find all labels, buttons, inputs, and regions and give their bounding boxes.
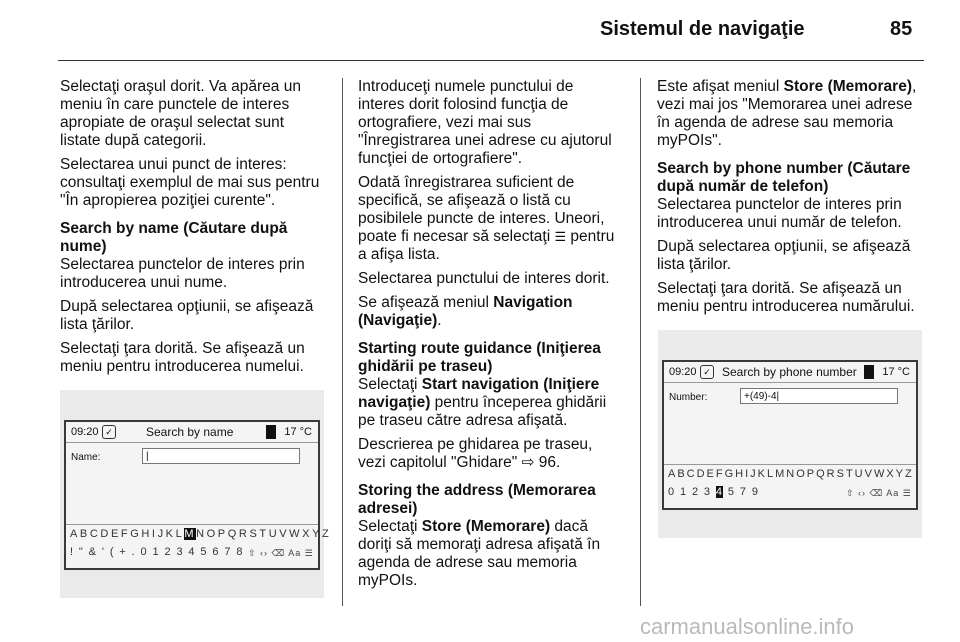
section-heading: Starting route guidance (Iniţierea ghidării pe traseu) — [358, 340, 601, 375]
section-heading: Storing the address (Memorarea adresei) — [358, 482, 596, 517]
keyboard-row-letters[interactable]: ABCDEFGHIJKLMNOPQRSTUVWXYZ — [668, 468, 914, 480]
clock: 09:20 — [71, 426, 99, 438]
section-heading: Search by name (Căutare după nume) — [60, 220, 288, 255]
screenshot-search-by-phone — [658, 330, 922, 538]
separator — [664, 464, 916, 465]
temperature: 17 °C — [284, 426, 312, 438]
display-title: Search by name — [146, 425, 234, 439]
display-screen — [662, 360, 918, 510]
menu-name: Navigation (Navigaţie) — [358, 294, 573, 329]
paragraph — [358, 174, 624, 264]
phone-number-input[interactable]: +(49)-4| — [740, 388, 898, 404]
keys[interactable]: 5 7 9 — [727, 486, 760, 498]
section-heading: Search by phone number (Căutare după număr de telefon) — [657, 160, 911, 195]
text: pentru a afişa lista. — [358, 228, 615, 263]
text: . — [437, 312, 442, 329]
text: Odată înregistrarea suficient de specifică, se afişează o listă cu posibilele puncte de interes. Uneori, poate fi necesar să selectaţi — [358, 174, 605, 245]
paragraph: Selectarea punctelor de interes prin introducerea unui nume. — [60, 256, 305, 291]
header-rule — [58, 60, 924, 61]
column-2 — [358, 78, 624, 596]
display-status-bar — [664, 362, 916, 383]
paragraph — [358, 518, 624, 590]
column-divider — [640, 78, 641, 606]
separator — [66, 524, 318, 525]
paragraph: Selectaţi ţara dorită. Se afişează un meniu pentru introducerea numărului. — [657, 280, 915, 315]
selected-key[interactable]: M — [184, 528, 197, 540]
paragraph: Selectaţi oraşul dorit. Va apărea un meniu în care punctele de interes apropiate de oraşul selectat sunt listate după categorii. — [60, 78, 301, 149]
keys[interactable]: NOPQRSTUVWXYZ — [196, 528, 332, 540]
page-number: 85 — [890, 18, 913, 40]
check-icon: ✓ — [102, 425, 116, 439]
column-1 — [60, 78, 328, 382]
paragraph: Selectaţi ţara dorită. Se afişează un meniu pentru introducerea numelui. — [60, 340, 305, 375]
paragraph: Descrierea pe ghidarea pe traseu, vezi capitolul "Ghidare" ⇨ 96. — [358, 436, 593, 471]
keyboard-row-letters[interactable] — [70, 528, 331, 540]
menu-option: Store (Memorare) — [421, 518, 551, 535]
paragraph — [358, 294, 624, 330]
fuel-icon — [266, 425, 276, 439]
paragraph: Selectarea punctului de interes dorit. — [358, 270, 610, 287]
keys[interactable]: 0 1 2 3 — [668, 486, 712, 498]
column-3 — [657, 78, 925, 322]
text: , vezi mai jos "Memorarea unei adrese în agenda de adrese sau memoria myPOIs". — [657, 78, 917, 149]
text: pentru începerea ghidării pe traseu către adresa afişată. — [358, 394, 607, 429]
display-status-bar — [66, 422, 318, 443]
field-label: Number: — [669, 392, 708, 403]
display-screen — [64, 420, 332, 570]
paragraph: Introduceţi numele punctului de interes dorit folosind funcţia de ortografiere, vezi mai sus "Înregistrarea unei adrese cu ajutorul funcţiei de ortografiere". — [358, 78, 612, 167]
paragraph: Selectarea punctelor de interes prin introducerea unui număr de telefon. — [657, 196, 902, 231]
display-title: Search by phone number — [722, 365, 857, 379]
keyboard-row-symbols[interactable]: ! " & ' ( + . 0 1 2 3 4 5 6 7 8 — [70, 546, 244, 558]
keyboard-controls[interactable]: ⇧ ‹› ⌫ Aa ☰ — [248, 548, 314, 558]
text: Selectaţi — [358, 518, 418, 535]
text: Selectaţi — [358, 376, 418, 393]
fuel-icon — [864, 365, 874, 379]
list-icon: ☰ — [554, 229, 567, 244]
screenshot-search-by-name — [60, 390, 332, 598]
check-icon: ✓ — [700, 365, 714, 379]
column-divider — [342, 78, 343, 606]
temperature: 17 °C — [882, 366, 910, 378]
keys[interactable]: ABCDEFGHIJKL — [70, 528, 185, 540]
text: dacă doriţi să memoraţi adresa afişată în agenda de adrese sau memoria myPOIs. — [358, 518, 601, 589]
page-header-title: Sistemul de navigaţie — [600, 18, 805, 40]
paragraph — [657, 78, 925, 150]
text: Se afişează meniul — [358, 294, 489, 311]
field-label: Name: — [71, 452, 101, 463]
clock: 09:20 — [669, 366, 697, 378]
paragraph: După selectarea opţiunii, se afişează lista ţărilor. — [657, 238, 911, 273]
paragraph: După selectarea opţiunii, se afişează lista ţărilor. — [60, 298, 314, 333]
paragraph: Selectarea unui punct de interes: consultaţi exemplul de mai sus pentru "În apropierea poziţiei curente". — [60, 156, 320, 209]
paragraph — [358, 376, 624, 430]
menu-name: Store (Memorare) — [783, 78, 912, 95]
name-input[interactable]: | — [142, 448, 300, 464]
keyboard-row-digits[interactable] — [668, 486, 759, 498]
keyboard-controls[interactable]: ⇧ ‹› ⌫ Aa ☰ — [846, 488, 912, 498]
menu-option: Start navigation (Iniţiere navigaţie) — [358, 376, 600, 411]
watermark: carmanualsonline.info — [640, 614, 855, 639]
selected-key[interactable]: 4 — [715, 486, 724, 498]
text: Este afişat meniul — [657, 78, 780, 95]
